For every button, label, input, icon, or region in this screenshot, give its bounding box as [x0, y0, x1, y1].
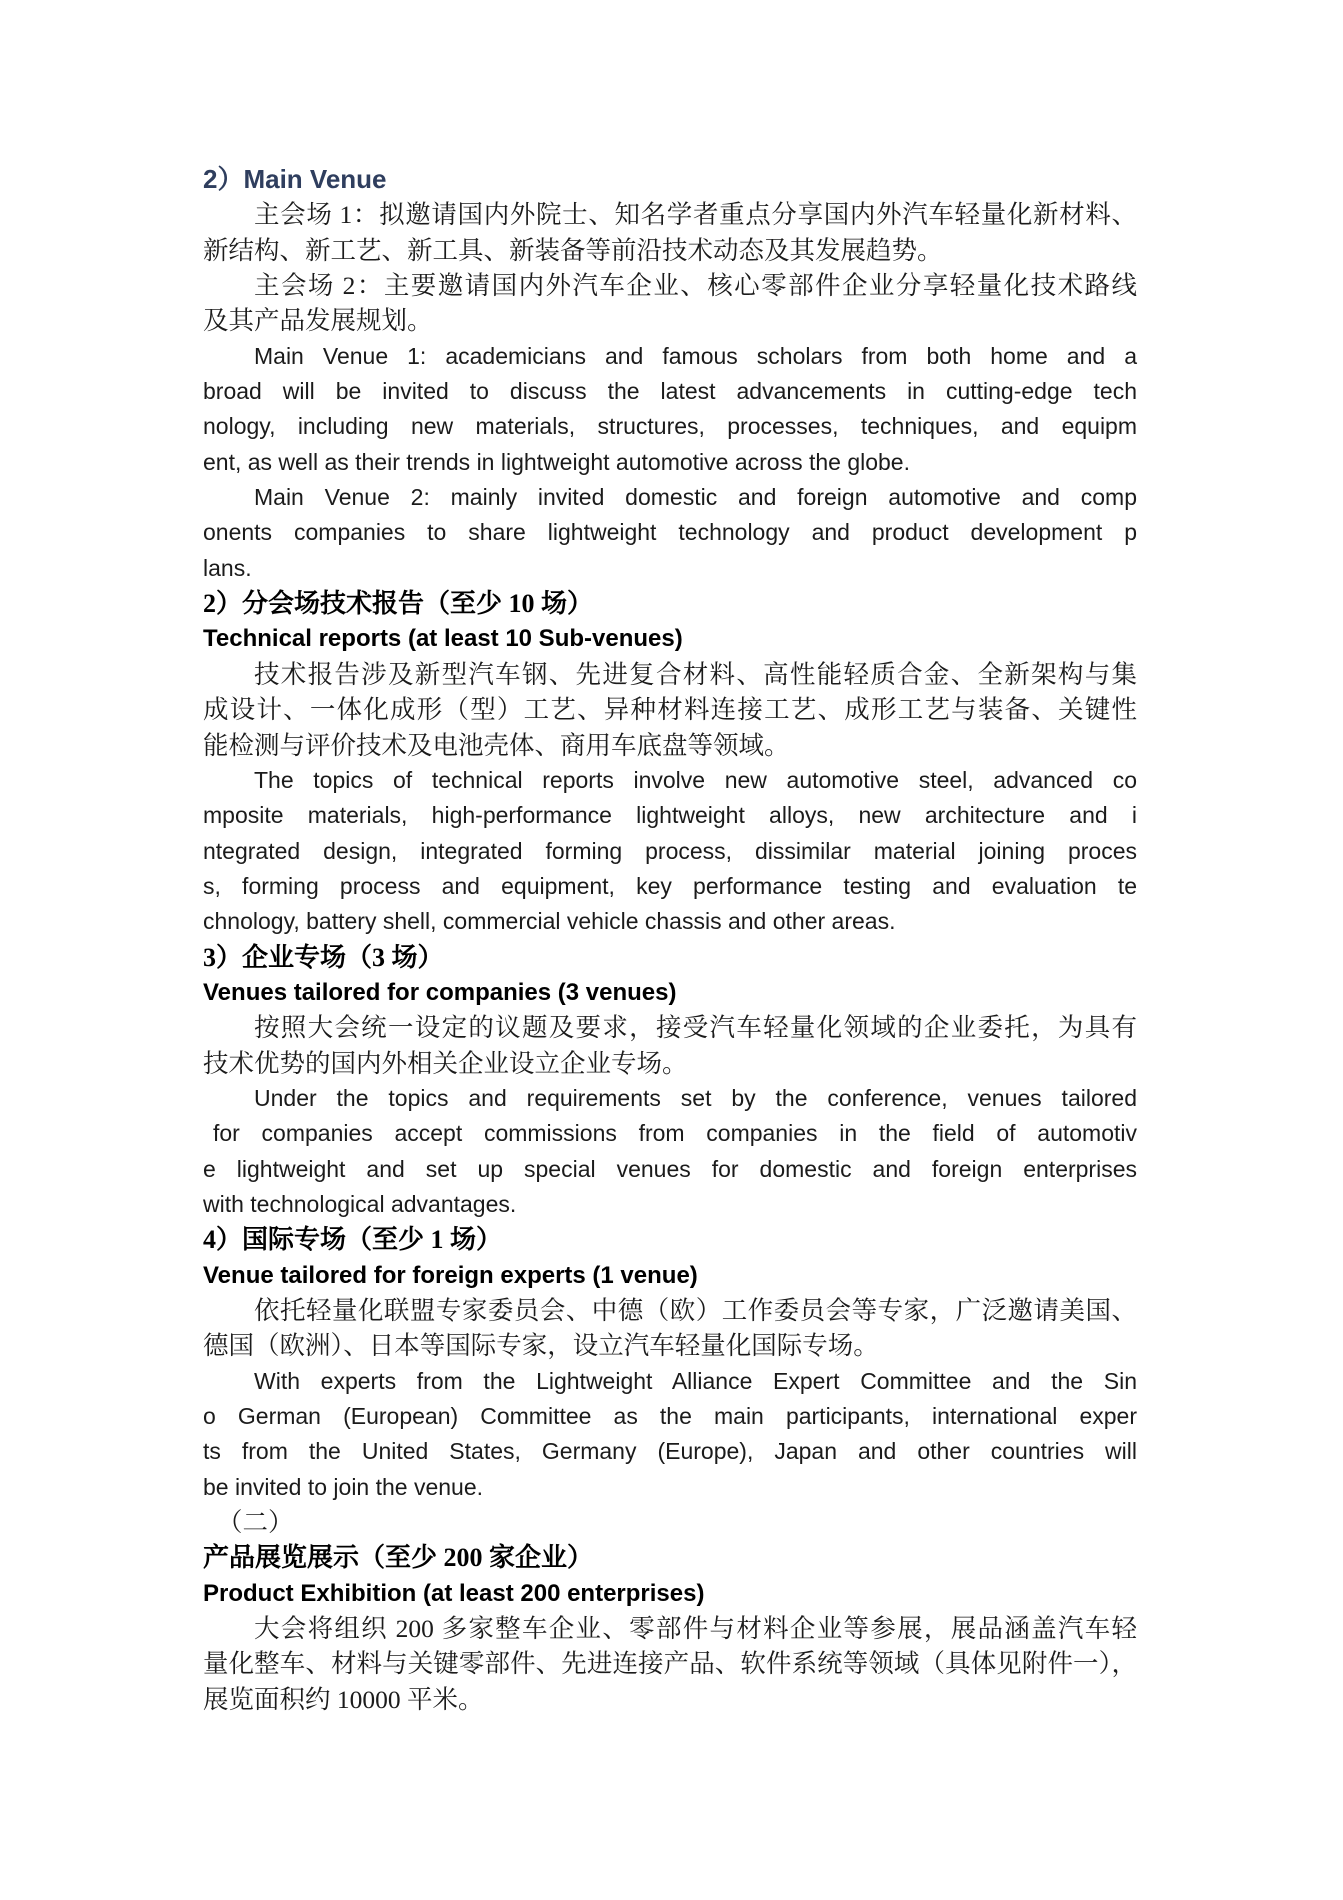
text-line: 按照大会统一设定的议题及要求，接受汽车轻量化领域的企业委托，为具有 — [254, 1013, 1137, 1043]
text-line: 展览面积约 10000 平米。 — [203, 1684, 484, 1714]
heading-company-venues-zh: 3）企业专场（3 场） — [203, 942, 444, 972]
text-line: 量化整车、材料与关键零部件、先进连接产品、软件系统等领域（具体见附件一）， — [203, 1649, 1137, 1679]
label-section-two: （二） — [217, 1508, 294, 1538]
text-line: o German (European) Committee as the main participants, international exper — [203, 1403, 1137, 1430]
heading-main-venue: 2）Main Venue — [203, 164, 387, 194]
text-line: With experts from the Lightweight Alliance Expert Committee and the Sin — [254, 1367, 1137, 1394]
text-line: Main Venue 1: academicians and famous scholars from both home and a — [254, 342, 1137, 369]
text-line: ts from the United States, Germany (Europe), Japan and other countries will — [203, 1438, 1137, 1465]
text-line: 及其产品发展规划。 — [203, 306, 433, 336]
heading-international-venue-en: Venue tailored for foreign experts (1 venue) — [203, 1261, 698, 1289]
text-line: 新结构、新工艺、新工具、新装备等前沿技术动态及其发展趋势。 — [203, 235, 943, 265]
text-line: chnology, battery shell, commercial vehicle chassis and other areas. — [203, 908, 896, 935]
heading-technical-reports-en: Technical reports (at least 10 Sub-venues) — [203, 625, 683, 653]
text-line: for companies accept commissions from companies in the field of automotiv — [213, 1120, 1137, 1147]
text-line: ntegrated design, integrated forming process, dissimilar material joining proces — [203, 837, 1137, 864]
text-line: 主会场 1：拟邀请国内外院士、知名学者重点分享国内外汽车轻量化新材料、 — [254, 200, 1137, 230]
text-line: 德国（欧洲）、日本等国际专家，设立汽车轻量化国际专场。 — [203, 1331, 879, 1361]
text-line: 技术报告涉及新型汽车钢、先进复合材料、高性能轻质合金、全新架构与集 — [254, 659, 1137, 689]
text-line: 成设计、一体化成形（型）工艺、异种材料连接工艺、成形工艺与装备、关键性 — [203, 695, 1137, 725]
text-line: 技术优势的国内外相关企业设立企业专场。 — [203, 1048, 688, 1078]
text-line: 能检测与评价技术及电池壳体、商用车底盘等领域。 — [203, 730, 790, 760]
text-line: mposite materials, high-performance lightweight alloys, new architecture and i — [203, 802, 1137, 829]
text-line: The topics of technical reports involve new automotive steel, advanced co — [254, 766, 1137, 793]
heading-product-exhibition-en: Product Exhibition (at least 200 enterprises) — [203, 1579, 705, 1607]
text-line: with technological advantages. — [203, 1190, 517, 1217]
text-line: nology, including new materials, structures, processes, techniques, and equipm — [203, 413, 1137, 440]
text-line: 主会场 2：主要邀请国内外汽车企业、核心零部件企业分享轻量化技术路线 — [254, 271, 1137, 301]
text-line: Main Venue 2: mainly invited domestic and foreign automotive and comp — [254, 484, 1137, 511]
heading-international-venue-zh: 4）国际专场（至少 1 场） — [203, 1225, 503, 1255]
text-line: be invited to join the venue. — [203, 1473, 484, 1500]
heading-product-exhibition-zh: 产品展览展示（至少 200 家企业） — [203, 1543, 594, 1573]
text-line: Under the topics and requirements set by the conference, venues tailored — [254, 1084, 1137, 1111]
document-page — [203, 162, 1137, 1717]
text-line: 大会将组织 200 多家整车企业、零部件与材料企业等参展，展品涵盖汽车轻 — [254, 1614, 1137, 1644]
text-line: onents companies to share lightweight technology and product development p — [203, 519, 1137, 546]
text-line: e lightweight and set up special venues for domestic and foreign enterprises — [203, 1155, 1137, 1182]
text-line: ent, as well as their trends in lightweight automotive across the globe. — [203, 448, 910, 475]
text-line: s, forming process and equipment, key performance testing and evaluation te — [203, 872, 1137, 899]
heading-technical-reports-zh: 2）分会场技术报告（至少 10 场） — [203, 589, 594, 619]
text-line: broad will be invited to discuss the latest advancements in cutting-edge tech — [203, 378, 1137, 405]
text-line: lans. — [203, 554, 252, 581]
text-line: 依托轻量化联盟专家委员会、中德（欧）工作委员会等专家，广泛邀请美国、 — [254, 1296, 1137, 1325]
heading-company-venues-en: Venues tailored for companies (3 venues) — [203, 978, 677, 1006]
